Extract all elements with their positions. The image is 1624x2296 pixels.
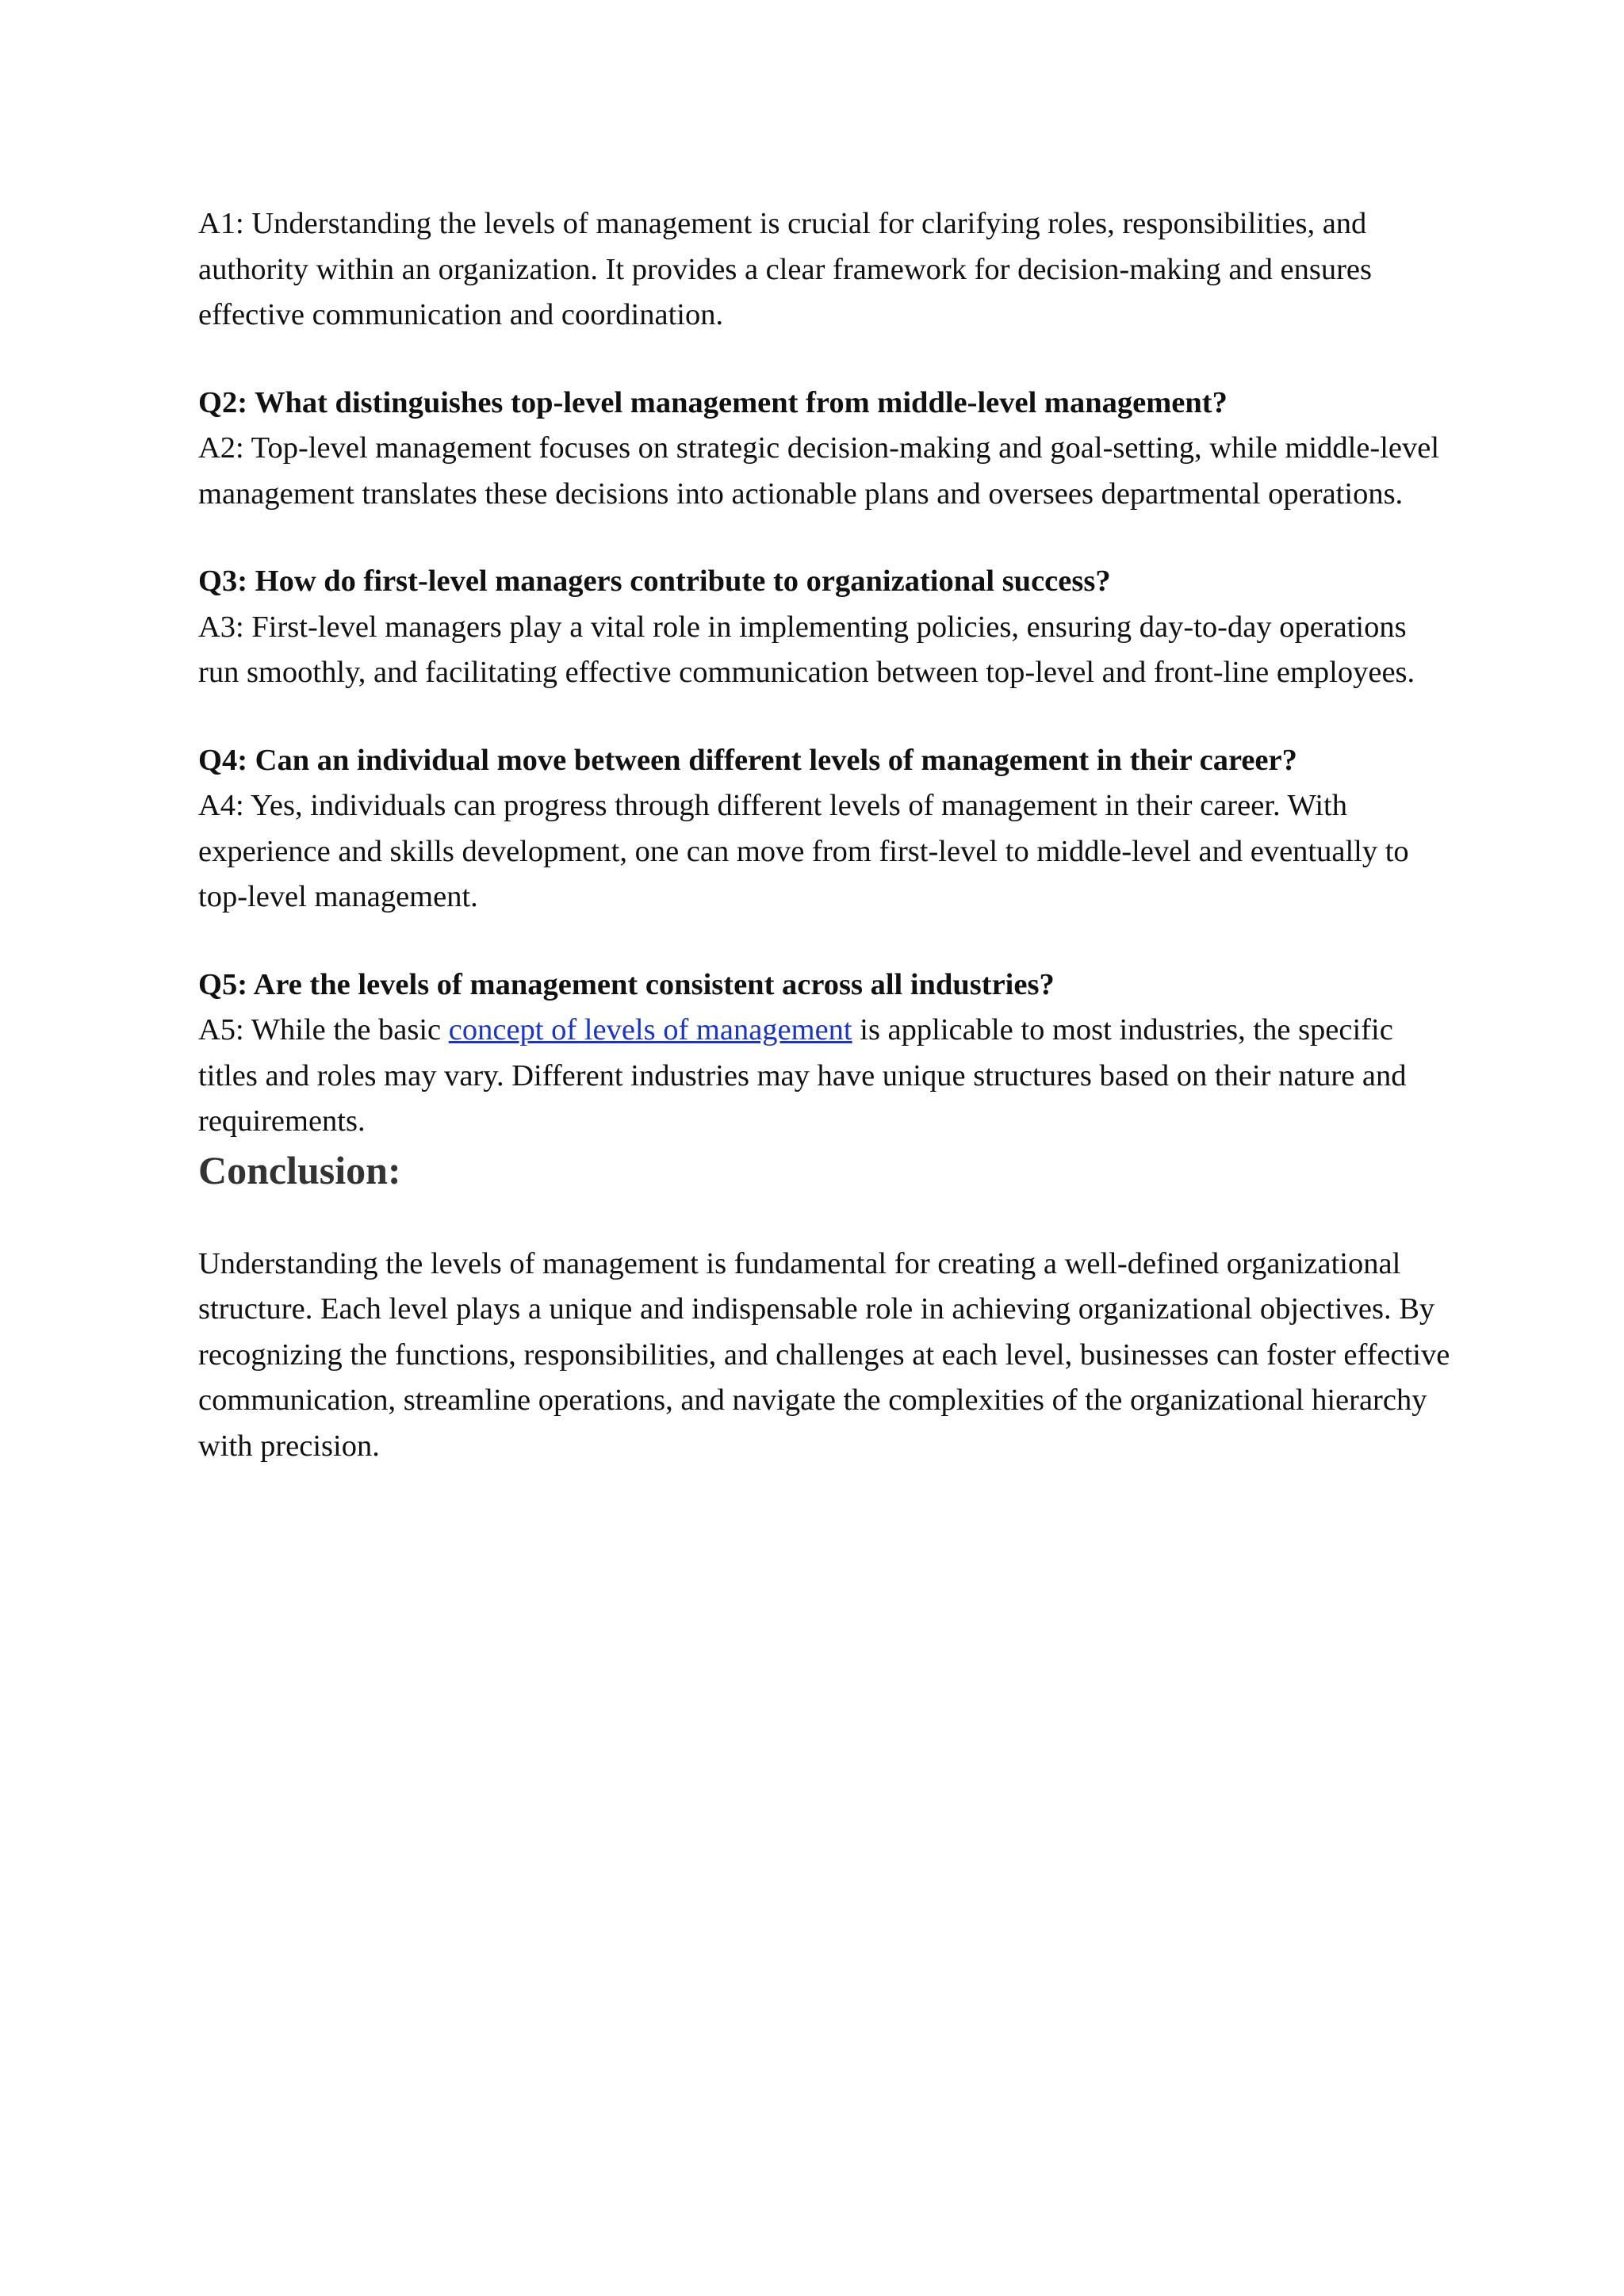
answer-3: A3: First-level managers play a vital role in implementing policies, ensuring day-to-day operations run smoothly, and facilitating effective communication between top-level and front-line employees. — [198, 610, 1415, 689]
concept-of-levels-of-management-link[interactable]: concept of levels of management — [448, 1013, 852, 1047]
answer-1: A1: Understanding the levels of management is crucial for clarifying roles, responsibilities, and authority within an organization. It provides a clear framework for decision-making and ensures effective communication and coordination. — [198, 207, 1372, 331]
question-3: Q3: How do first-level managers contribute to organizational success? — [198, 564, 1111, 598]
answer-2: A2: Top-level management focuses on strategic decision-making and goal-setting, while middle-level management translates these decisions into actionable plans and oversees departmental operations. — [198, 431, 1440, 511]
answer-5 — [198, 1008, 1451, 1145]
document-content — [198, 201, 1451, 1469]
answer-4: A4: Yes, individuals can progress through different levels of management in their career. With experience and skills development, one can move from first-level to middle-level and eventually to top-level management. — [198, 789, 1409, 913]
answer-5-text-end: is applicable to most industries, the specific titles and roles may vary. Different industries may have unique structures based on their nature and requirements. — [198, 1013, 1407, 1138]
question-2: Q2: What distinguishes top-level management from middle-level management? — [198, 385, 1228, 419]
spacer — [198, 339, 1451, 381]
spacer — [198, 517, 1451, 559]
conclusion-heading: Conclusion: — [198, 1147, 401, 1192]
answer-5-text-start: A5: While the basic — [198, 1013, 449, 1047]
question-4: Q4: Can an individual move between different levels of management in their career? — [198, 743, 1297, 777]
spacer — [198, 1196, 1451, 1242]
spacer — [198, 696, 1451, 738]
question-5: Q5: Are the levels of management consistent across all industries? — [198, 967, 1055, 1001]
conclusion-body: Understanding the levels of management is fundamental for creating a well-defined organizational structure. Each level plays a unique and indispensable role in achieving organizational objectives. By recognizing the functions, responsibilities, and challenges at each level, businesses can foster effective communication, streamline operations, and navigate the complexities of the organizational hierarchy with precision. — [198, 1246, 1450, 1463]
spacer — [198, 920, 1451, 962]
